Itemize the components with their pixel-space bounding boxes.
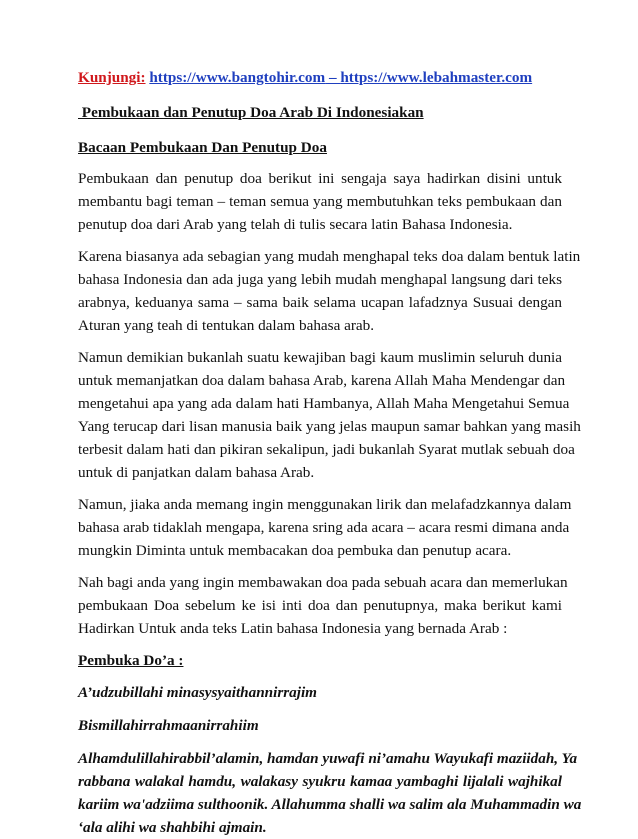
paragraph-2 bbox=[78, 245, 581, 337]
prayer-block-line: ‘ala alihi wa shahbihi ajmain. bbox=[78, 819, 267, 836]
paragraph-line: mungkin Diminta untuk membacakan doa pembuka dan penutup acara. bbox=[78, 542, 512, 559]
paragraph-line: bahasa Indonesia dan ada juga yang lebih mudah menghapal langsung dari teks bbox=[78, 271, 562, 288]
paragraph-line: arabnya, keduanya sama – sama baik selama ucapan lafadznya Susuai dengan bbox=[78, 294, 562, 311]
paragraph-line: untuk di panjatkan dalam bahasa Arab. bbox=[78, 464, 315, 481]
paragraph-1 bbox=[78, 167, 562, 236]
paragraph-line: Hadirkan Untuk anda teks Latin bahasa Indonesia yang bernada Arab : bbox=[78, 620, 508, 637]
paragraph-line: Nah bagi anda yang ingin membawakan doa pada sebuah acara dan memerlukan bbox=[78, 574, 568, 591]
paragraph-line: Pembukaan dan penutup doa berikut ini sengaja saya hadirkan disini untuk bbox=[78, 170, 562, 187]
paragraph-line: bahasa arab tidaklah mengapa, karena sring ada acara – acara resmi dimana anda bbox=[78, 519, 570, 536]
header-links bbox=[78, 66, 562, 89]
paragraph-line: terbesit dalam hati dan pikiran sekalipun, jadi bukanlah Syarat mutlak sebuah doa bbox=[78, 441, 575, 458]
opening-prayer-heading: Pembuka Do’a : bbox=[78, 652, 184, 669]
paragraph-5 bbox=[78, 571, 568, 640]
paragraph-4 bbox=[78, 493, 572, 562]
paragraph-line: untuk memanjatkan doa dalam bahasa Arab, karena Allah Maha Mendengar dan bbox=[78, 372, 566, 389]
prayer-block-line: Alhamdulillahirabbil’alamin, hamdan yuwafi ni’amahu Wayukafi maziidah, Ya bbox=[78, 750, 578, 767]
section-subtitle: Bacaan Pembukaan Dan Penutup Doa bbox=[78, 139, 327, 156]
document-page bbox=[78, 66, 582, 839]
prayer-block-line: kariim wa'adziima sulthoonik. Allahumma shalli wa salim ala Muhammadin wa bbox=[78, 796, 582, 813]
visit-label: Kunjungi: bbox=[78, 69, 146, 86]
prayer-line-taawudz: A’udzubillahi minasysyaithannirrajim bbox=[78, 684, 317, 701]
paragraph-line: Namun demikian bukanlah suatu kewajiban bagi kaum muslimin seluruh dunia bbox=[78, 349, 562, 366]
link-separator: – bbox=[325, 69, 341, 86]
paragraph-line: penutup doa dari Arab yang telah di tulis secara latin Bahasa Indonesia. bbox=[78, 216, 513, 233]
bangtohir-link[interactable]: https://www.bangtohir.com bbox=[149, 69, 326, 86]
paragraph-3 bbox=[78, 346, 581, 484]
paragraph-line: Karena biasanya ada sebagian yang mudah menghapal teks doa dalam bentuk latin bbox=[78, 248, 581, 265]
prayer-line-basmalah: Bismillahirrahmaanirrahiim bbox=[78, 717, 259, 734]
document-title: Pembukaan dan Penutup Doa Arab Di Indonesiakan bbox=[78, 104, 424, 121]
paragraph-line: Yang terucap dari lisan manusia baik yang jelas maupun samar bahkan yang masih bbox=[78, 418, 581, 435]
prayer-block-hamdalah bbox=[78, 747, 582, 839]
paragraph-line: membantu bagi teman – teman semua yang membutuhkan teks pembukaan dan bbox=[78, 193, 562, 210]
paragraph-line: Namun, jiaka anda memang ingin menggunakan lirik dan melafadzkannya dalam bbox=[78, 496, 572, 513]
lebahmaster-link[interactable]: https://www.lebahmaster.com bbox=[340, 69, 533, 86]
paragraph-line: pembukaan Doa sebelum ke isi inti doa dan penutupnya, maka berikut kami bbox=[78, 597, 562, 614]
paragraph-line: Aturan yang teah di tentukan dalam bahasa arab. bbox=[78, 317, 375, 334]
paragraph-line: mengetahui apa yang ada dalam hati Hambanya, Allah Maha Mengetahui Semua bbox=[78, 395, 570, 412]
prayer-block-line: rabbana walakal hamdu, walakasy syukru kamaa yambaghi lijalali wajhikal bbox=[78, 773, 562, 790]
